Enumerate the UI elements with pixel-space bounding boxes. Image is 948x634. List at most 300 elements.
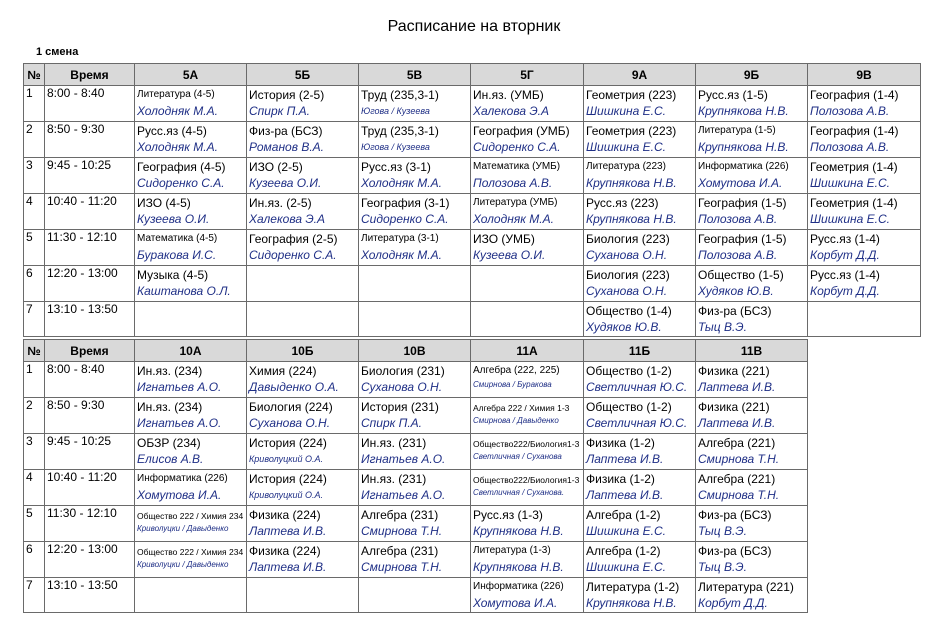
lesson-number: 2 (24, 398, 45, 434)
lesson-cell (135, 542, 247, 578)
lesson-time: 13:10 - 13:50 (45, 578, 135, 613)
teacher-label: Крупнякова Н.В. (586, 176, 677, 190)
subject-label: География (1-4) (810, 124, 899, 138)
lesson-cell (471, 398, 584, 434)
lesson-time: 9:45 - 10:25 (45, 434, 135, 470)
header-class: 10В (359, 340, 471, 362)
subject-label: Геометрия (1-4) (810, 160, 898, 174)
subject-label: Литература (1-5) (698, 125, 776, 136)
teacher-label: Криволуцки / Давыденко (137, 524, 229, 533)
teacher-label: Крупнякова Н.В. (473, 560, 564, 574)
subject-label: География (УМБ) (473, 124, 570, 138)
subject-label: ОБЗР (234) (137, 436, 201, 450)
subject-label: Ин.яз. (234) (137, 400, 203, 414)
lesson-number: 5 (24, 230, 45, 266)
subject-label: Русс.яз (223) (586, 196, 659, 210)
lesson-cell (359, 506, 471, 542)
teacher-label: Кузеева О.И. (137, 212, 210, 226)
subject-label: Алгебра (1-2) (586, 544, 661, 558)
teacher-label: Холодняк М.А. (361, 176, 442, 190)
teacher-label: Крупнякова Н.В. (586, 596, 677, 610)
subject-label: Алгебра (221) (698, 436, 776, 450)
subject-label: Информатика (226) (473, 581, 564, 592)
lesson-time: 8:00 - 8:40 (45, 86, 135, 122)
subject-label: Литература (3-1) (361, 233, 439, 244)
table-row (24, 230, 921, 266)
lesson-cell (471, 122, 584, 158)
lesson-cell (696, 266, 808, 302)
teacher-label: Романов В.А. (249, 140, 324, 154)
teacher-label: Смирнова Т.Н. (698, 488, 780, 502)
subject-label (361, 578, 468, 579)
lesson-cell (808, 158, 921, 194)
subject-label: География (3-1) (361, 196, 450, 210)
table-row (24, 506, 808, 542)
subject-label: Математика (УМБ) (473, 161, 561, 172)
teacher-label: Смирнова Т.Н. (361, 560, 443, 574)
schedule-table-second (23, 339, 808, 613)
subject-label: Литература (221) (698, 580, 794, 594)
lesson-time: 13:10 - 13:50 (45, 302, 135, 337)
table-row (24, 302, 921, 337)
lesson-number: 3 (24, 158, 45, 194)
subject-label: География (1-4) (810, 88, 899, 102)
lesson-cell (135, 302, 247, 337)
header-row (24, 64, 921, 86)
lesson-cell (696, 194, 808, 230)
teacher-label: Тыц В.Э. (698, 524, 747, 538)
teacher-label: Смирнова / Буракова (473, 380, 552, 389)
teacher-label: Сидоренко С.А. (249, 248, 337, 262)
lesson-cell (471, 266, 584, 302)
lesson-cell (359, 86, 471, 122)
subject-label: Общество 222 / Химия 234 (137, 547, 244, 557)
lesson-number: 6 (24, 266, 45, 302)
subject-label: Геометрия (1-4) (810, 196, 898, 210)
header-class: 10А (135, 340, 247, 362)
subject-label: Биология (231) (361, 364, 445, 378)
header-class: 5В (359, 64, 471, 86)
teacher-label: Кузеева О.И. (473, 248, 546, 262)
teacher-label: Полозова А.В. (698, 212, 778, 226)
lesson-cell (359, 578, 471, 613)
lesson-cell (359, 158, 471, 194)
lesson-cell (135, 194, 247, 230)
lesson-number: 1 (24, 362, 45, 398)
teacher-label: Спирк П.А. (249, 104, 310, 118)
lesson-cell (359, 302, 471, 337)
teacher-label: Игнатьев А.О. (361, 452, 446, 466)
teacher-label: Югова / Кузеева (361, 142, 430, 152)
subject-label: Общество222/Биология1-3 (473, 475, 580, 485)
lesson-cell (135, 362, 247, 398)
table-row (24, 362, 808, 398)
lesson-cell (584, 506, 696, 542)
header-class: 9Б (696, 64, 808, 86)
subject-label: История (2-5) (249, 88, 325, 102)
table-row (24, 194, 921, 230)
lesson-cell (359, 434, 471, 470)
subject-label (137, 578, 244, 579)
table-row (24, 542, 808, 578)
lesson-cell (359, 194, 471, 230)
lesson-cell (696, 362, 808, 398)
subject-label: Физ-ра (БСЗ) (698, 304, 772, 318)
teacher-label: Спирк П.А. (361, 416, 422, 430)
subject-label: Ин.яз. (231) (361, 436, 427, 450)
lesson-cell (247, 158, 359, 194)
table-row (24, 266, 921, 302)
subject-label: Информатика (226) (137, 473, 228, 484)
teacher-label: Шишкина Е.С. (586, 104, 666, 118)
lesson-cell (247, 302, 359, 337)
lesson-number: 4 (24, 470, 45, 506)
lesson-cell (584, 470, 696, 506)
teacher-label: Крупнякова Н.В. (698, 140, 789, 154)
teacher-label: Смирнова Т.Н. (698, 452, 780, 466)
lesson-cell (584, 434, 696, 470)
lesson-cell (359, 398, 471, 434)
teacher-label: Корбут Д.Д. (810, 284, 880, 298)
subject-label: Русс.яз (1-3) (473, 508, 543, 522)
header-time: Время (45, 340, 135, 362)
lesson-cell (135, 86, 247, 122)
subject-label: Ин.яз. (2-5) (249, 196, 312, 210)
teacher-label: Сидоренко С.А. (361, 212, 449, 226)
lesson-number: 3 (24, 434, 45, 470)
teacher-label: Лаптева И.В. (249, 524, 327, 538)
subject-label: Математика (4-5) (137, 233, 218, 244)
lesson-time: 10:40 - 11:20 (45, 470, 135, 506)
header-row (24, 340, 808, 362)
lesson-cell (471, 470, 584, 506)
header-class: 10Б (247, 340, 359, 362)
table-row (24, 86, 921, 122)
subject-label: Музыка (4-5) (137, 268, 209, 282)
subject-label: Ин.яз. (231) (361, 472, 427, 486)
subject-label (473, 266, 581, 267)
teacher-label: Игнатьев А.О. (137, 416, 222, 430)
subject-label: Биология (223) (586, 232, 670, 246)
subject-label: История (224) (249, 436, 327, 450)
subject-label: География (4-5) (137, 160, 226, 174)
lesson-cell (247, 398, 359, 434)
subject-label: Ин.яз. (УМБ) (473, 88, 544, 102)
header-time: Время (45, 64, 135, 86)
lesson-cell (247, 122, 359, 158)
teacher-label: Криволуцки / Давыденко (137, 560, 229, 569)
lesson-cell (808, 122, 921, 158)
page-title: Расписание на вторник (387, 18, 561, 35)
subject-label: География (1-5) (698, 196, 787, 210)
teacher-label: Крупнякова Н.В. (698, 104, 789, 118)
lesson-cell (471, 506, 584, 542)
lesson-cell (808, 302, 921, 337)
subject-label: ИЗО (4-5) (137, 196, 191, 210)
teacher-label: Шишкина Е.С. (586, 524, 666, 538)
subject-label: Физика (1-2) (586, 472, 655, 486)
subject-label (249, 302, 356, 303)
subject-label: Общество (1-2) (586, 364, 672, 378)
subject-label: Литература (223) (586, 161, 666, 172)
teacher-label: Корбут Д.Д. (698, 596, 768, 610)
teacher-label: Шишкина Е.С. (810, 176, 890, 190)
teacher-label: Игнатьев А.О. (361, 488, 446, 502)
teacher-label: Криволуцкий О.А. (249, 490, 324, 500)
teacher-label: Холодняк М.А. (361, 248, 442, 262)
subject-label: Биология (224) (249, 400, 333, 414)
subject-label: Общество (1-2) (586, 400, 672, 414)
subject-label: Общество 222 / Химия 234 (137, 511, 244, 521)
teacher-label: Кузеева О.И. (249, 176, 322, 190)
lesson-cell (471, 362, 584, 398)
lesson-time: 10:40 - 11:20 (45, 194, 135, 230)
lesson-cell (135, 434, 247, 470)
lesson-cell (696, 158, 808, 194)
subject-label: Русс.яз (4-5) (137, 124, 207, 138)
lesson-cell (696, 470, 808, 506)
subject-label: Алгебра (221) (698, 472, 776, 486)
teacher-label: Крупнякова Н.В. (473, 524, 564, 538)
lesson-cell (135, 470, 247, 506)
subject-label: Литература (УМБ) (473, 197, 558, 208)
lesson-cell (359, 230, 471, 266)
teacher-label: Лаптева И.В. (586, 452, 664, 466)
lesson-cell (808, 266, 921, 302)
teacher-label: Суханова О.Н. (586, 284, 668, 298)
subject-label: Физика (1-2) (586, 436, 655, 450)
subject-label (473, 302, 581, 303)
subject-label: Алгебра (231) (361, 544, 439, 558)
lesson-number: 4 (24, 194, 45, 230)
teacher-label: Светличная / Суханова (473, 452, 562, 461)
subject-label: Алгебра 222 / Химия 1-3 (473, 403, 570, 413)
lesson-cell (247, 542, 359, 578)
lesson-cell (471, 86, 584, 122)
subject-label: Алгебра (231) (361, 508, 439, 522)
subject-label: География (1-5) (698, 232, 787, 246)
teacher-label: Хомутова И.А. (473, 596, 558, 610)
lesson-cell (359, 266, 471, 302)
teacher-label: Буракова И.С. (137, 248, 217, 262)
lesson-number: 1 (24, 86, 45, 122)
lesson-cell (808, 194, 921, 230)
shift-label: 1 смена (36, 46, 79, 58)
lesson-cell (135, 230, 247, 266)
subject-label: Общество (1-5) (698, 268, 784, 282)
subject-label: Литература (1-3) (473, 545, 551, 556)
subject-label: Физ-ра (БСЗ) (698, 508, 772, 522)
lesson-cell (696, 506, 808, 542)
teacher-label: Худяков Ю.В. (698, 284, 774, 298)
lesson-cell (135, 158, 247, 194)
teacher-label: Тыц В.Э. (698, 320, 747, 334)
teacher-label: Смирнова Т.Н. (361, 524, 443, 538)
lesson-cell (584, 266, 696, 302)
teacher-label: Худяков Ю.В. (586, 320, 662, 334)
lesson-time: 12:20 - 13:00 (45, 542, 135, 578)
lesson-cell (247, 470, 359, 506)
teacher-label: Полозова А.В. (810, 104, 890, 118)
lesson-cell (584, 578, 696, 613)
lesson-time: 11:30 - 12:10 (45, 506, 135, 542)
subject-label: ИЗО (2-5) (249, 160, 303, 174)
teacher-label: Сидоренко С.А. (137, 176, 225, 190)
teacher-label: Халекова Э.А (473, 104, 549, 118)
lesson-cell (808, 86, 921, 122)
table-row (24, 578, 808, 613)
subject-label (361, 266, 468, 267)
teacher-label: Холодняк М.А. (137, 140, 218, 154)
lesson-time: 8:00 - 8:40 (45, 362, 135, 398)
lesson-cell (359, 362, 471, 398)
lesson-time: 11:30 - 12:10 (45, 230, 135, 266)
teacher-label: Халекова Э.А (249, 212, 325, 226)
teacher-label: Хомутова И.А. (698, 176, 783, 190)
subject-label (249, 578, 356, 579)
lesson-cell (247, 194, 359, 230)
lesson-cell (135, 398, 247, 434)
teacher-label: Суханова О.Н. (361, 380, 443, 394)
subject-label: Физика (221) (698, 400, 770, 414)
subject-label: Информатика (226) (698, 161, 789, 172)
lesson-time: 9:45 - 10:25 (45, 158, 135, 194)
teacher-label: Светличная Ю.С. (586, 416, 688, 430)
table-row (24, 398, 808, 434)
subject-label: Общество (1-4) (586, 304, 672, 318)
subject-label: Русс.яз (1-4) (810, 268, 880, 282)
lesson-number: 5 (24, 506, 45, 542)
teacher-label: Елисов А.В. (137, 452, 204, 466)
lesson-cell (696, 434, 808, 470)
subject-label (810, 302, 918, 303)
subject-label: Алгебра (222, 225) (473, 365, 560, 376)
subject-label: Химия (224) (249, 364, 317, 378)
lesson-cell (584, 398, 696, 434)
lesson-number: 7 (24, 302, 45, 337)
header-number: № (24, 340, 45, 362)
lesson-cell (135, 578, 247, 613)
lesson-time: 8:50 - 9:30 (45, 122, 135, 158)
subject-label: Физ-ра (БСЗ) (698, 544, 772, 558)
subject-label: ИЗО (УМБ) (473, 232, 535, 246)
header-class: 11Б (584, 340, 696, 362)
lesson-cell (471, 230, 584, 266)
lesson-cell (696, 542, 808, 578)
teacher-label: Полозова А.В. (698, 248, 778, 262)
subject-label: Биология (223) (586, 268, 670, 282)
teacher-label: Холодняк М.А. (137, 104, 218, 118)
header-class: 11А (471, 340, 584, 362)
table-row (24, 434, 808, 470)
teacher-label: Криволуцкий О.А. (249, 454, 324, 464)
header-class: 9А (584, 64, 696, 86)
teacher-label: Сидоренко С.А. (473, 140, 561, 154)
teacher-label: Шишкина Е.С. (586, 560, 666, 574)
teacher-label: Крупнякова Н.В. (586, 212, 677, 226)
subject-label: География (2-5) (249, 232, 338, 246)
lesson-cell (696, 86, 808, 122)
lesson-cell (135, 506, 247, 542)
subject-label: Русс.яз (1-5) (698, 88, 768, 102)
table-row (24, 470, 808, 506)
teacher-label: Светличная / Суханова. (473, 488, 565, 497)
lesson-cell (359, 122, 471, 158)
teacher-label: Корбут Д.Д. (810, 248, 880, 262)
lesson-cell (135, 266, 247, 302)
subject-label: Труд (235,3-1) (361, 124, 439, 138)
subject-label: Физика (221) (698, 364, 770, 378)
lesson-cell (247, 578, 359, 613)
lesson-cell (471, 302, 584, 337)
subject-label: Геометрия (223) (586, 124, 677, 138)
teacher-label: Игнатьев А.О. (137, 380, 222, 394)
lesson-cell (584, 158, 696, 194)
subject-label: Физ-ра (БСЗ) (249, 124, 323, 138)
subject-label: Физика (224) (249, 508, 321, 522)
table-row (24, 122, 921, 158)
lesson-cell (696, 398, 808, 434)
subject-label: История (224) (249, 472, 327, 486)
teacher-label: Тыц В.Э. (698, 560, 747, 574)
lesson-number: 6 (24, 542, 45, 578)
lesson-cell (359, 542, 471, 578)
schedule-table-first (23, 63, 921, 337)
subject-label: Геометрия (223) (586, 88, 677, 102)
subject-label (249, 266, 356, 267)
lesson-cell (696, 302, 808, 337)
subject-label: Русс.яз (1-4) (810, 232, 880, 246)
header-class: 11В (696, 340, 808, 362)
header-class: 9В (808, 64, 921, 86)
lesson-cell (584, 86, 696, 122)
lesson-cell (584, 122, 696, 158)
teacher-label: Давыденко О.А. (249, 380, 339, 394)
lesson-cell (247, 506, 359, 542)
subject-label (361, 302, 468, 303)
teacher-label: Шишкина Е.С. (586, 140, 666, 154)
lesson-cell (584, 362, 696, 398)
subject-label (137, 302, 244, 303)
lesson-cell (471, 542, 584, 578)
teacher-label: Полозова А.В. (473, 176, 553, 190)
lesson-cell (247, 362, 359, 398)
lesson-cell (247, 266, 359, 302)
header-number: № (24, 64, 45, 86)
subject-label: История (231) (361, 400, 439, 414)
teacher-label: Лаптева И.В. (698, 416, 776, 430)
lesson-cell (247, 434, 359, 470)
lesson-cell (471, 434, 584, 470)
subject-label: Общество222/Биология1-3 (473, 439, 580, 449)
lesson-cell (696, 230, 808, 266)
lesson-cell (471, 194, 584, 230)
lesson-cell (359, 470, 471, 506)
teacher-label: Шишкина Е.С. (810, 212, 890, 226)
lesson-cell (584, 302, 696, 337)
subject-label: Труд (235,3-1) (361, 88, 439, 102)
lesson-cell (247, 230, 359, 266)
teacher-label: Смирнова / Давыденко (473, 416, 559, 425)
subject-label: Литература (4-5) (137, 89, 215, 100)
teacher-label: Лаптева И.В. (249, 560, 327, 574)
lesson-cell (696, 578, 808, 613)
lesson-cell (584, 230, 696, 266)
lesson-cell (808, 230, 921, 266)
table-row (24, 158, 921, 194)
lesson-cell (135, 122, 247, 158)
teacher-label: Полозова А.В. (810, 140, 890, 154)
